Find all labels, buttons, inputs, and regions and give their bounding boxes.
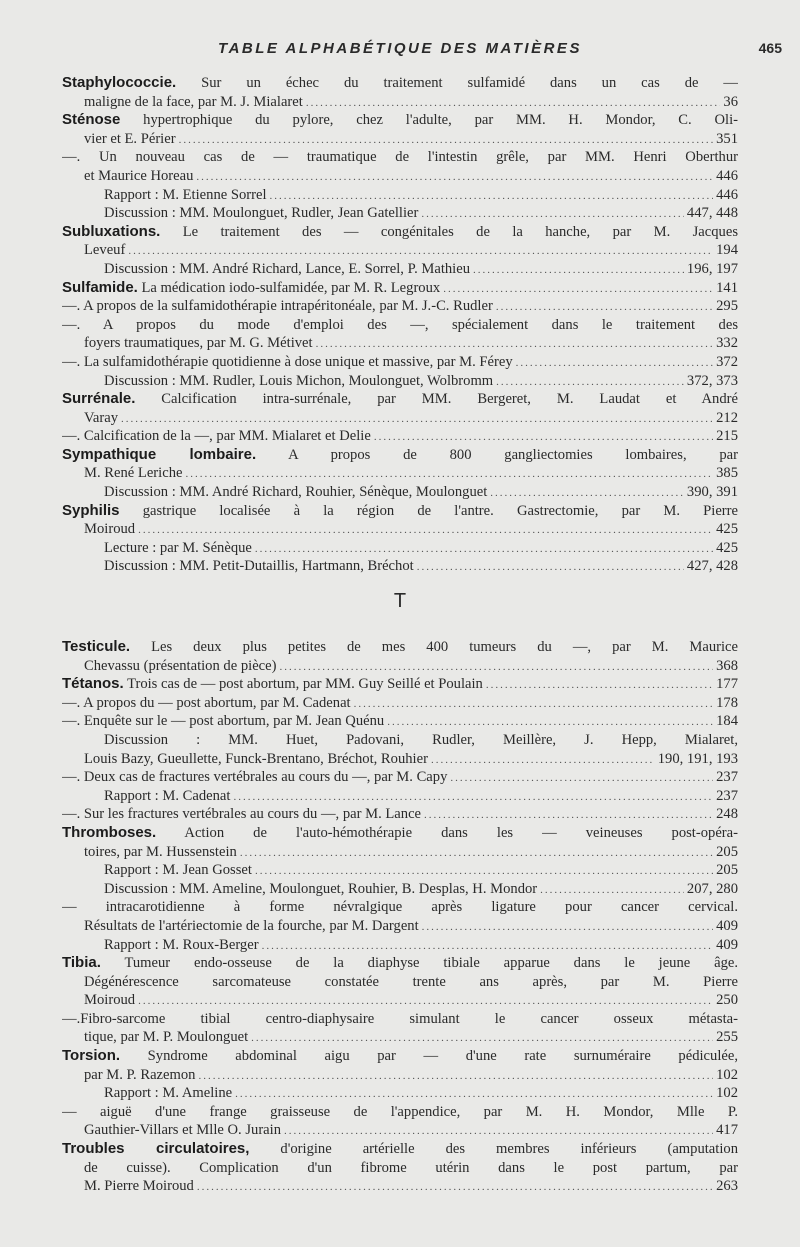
entry-body: de cuisse). Complication d'un fibrome utérin dans le post partum, par [84, 1159, 738, 1176]
entry-text [62, 148, 738, 167]
index-entry-line [62, 93, 738, 112]
entry-text [84, 1177, 194, 1196]
entry-text [104, 483, 487, 502]
index-entry-line [62, 223, 738, 242]
entry-body: Discussion : MM. André Richard, Rouhier, Sénèque, Moulonguet [104, 484, 488, 501]
index-entry-line [62, 297, 738, 316]
entry-text [62, 824, 738, 843]
dot-leader [374, 428, 713, 446]
entry-body: La médication iodo-sulfamidée, par M. R. Legroux [137, 279, 441, 296]
index-entry-line [62, 1010, 738, 1029]
page-reference: 409 [716, 936, 738, 953]
entry-body: —. A propos de la sulfamidothérapie intrapéritonéale, par M. J.-C. Rudler [62, 298, 493, 315]
entry-text [62, 1010, 738, 1029]
entry-body: Discussion : MM. Ameline, Moulonguet, Rouhier, B. Desplas, H. Mondor [104, 880, 538, 897]
entry-text [84, 973, 738, 992]
entry-text [62, 898, 738, 917]
entry-headword: Subluxations. [62, 222, 161, 240]
dot-leader [138, 992, 713, 1010]
dot-leader [490, 484, 684, 502]
entry-text [104, 861, 252, 880]
index-entry-line [62, 843, 738, 862]
page-reference: 205 [716, 862, 738, 879]
entry-text [62, 1140, 738, 1159]
entry-text [62, 1103, 738, 1122]
dot-leader [262, 937, 714, 955]
entry-body: M. René Leriche [84, 465, 183, 482]
entry-text [62, 1047, 738, 1066]
index-entry-line [62, 204, 738, 223]
running-title: TABLE ALPHABÉTIQUE DES MATIÈRES [218, 40, 582, 57]
index-entry-line [62, 954, 738, 973]
entry-text [84, 843, 237, 862]
index-entry-line [62, 148, 738, 167]
page-reference: 427, 428 [686, 558, 738, 575]
index-entry-line [62, 936, 738, 955]
entry-text [62, 675, 483, 694]
entry-text [104, 936, 259, 955]
dot-leader [540, 881, 684, 899]
entry-text [62, 74, 738, 93]
running-head [0, 40, 800, 60]
entry-body: — intracarotidienne à forme névralgique après ligature pour cancer cervical. [62, 899, 738, 916]
entry-text [62, 638, 738, 657]
entry-text [104, 204, 418, 223]
page-reference: 263 [716, 1178, 738, 1195]
entry-text [62, 279, 440, 298]
entry-body: par M. P. Razemon [84, 1066, 196, 1083]
entry-headword: Sulfamide. [62, 278, 138, 296]
entry-body: toires, par M. Hussenstein [84, 843, 237, 860]
page-reference: 141 [716, 279, 738, 296]
index-entry-line [62, 638, 738, 657]
entry-text [84, 334, 313, 353]
index-entry-line [62, 502, 738, 521]
entry-body: Moiroud [84, 521, 136, 538]
dot-leader [251, 1029, 713, 1047]
entry-body: et Maurice Horeau [84, 167, 194, 184]
index-entry-line [62, 694, 738, 713]
entry-body: Discussion : MM. Huet, Padovani, Rudler, Meillère, J. Hepp, Mialaret, [104, 731, 738, 748]
entry-body: d'origine artérielle des membres inférieurs (amputation [249, 1141, 738, 1158]
dot-leader [450, 769, 713, 787]
entry-body: Gauthier-Villars et Mlle O. Jurain [84, 1122, 282, 1139]
index-entry-line [62, 111, 738, 130]
index-entry-line [62, 805, 738, 824]
entry-text [104, 731, 738, 750]
index-entry-line [62, 74, 738, 93]
index-entry-line [62, 446, 738, 465]
index-entry-line [62, 464, 738, 483]
page-reference: 332 [716, 335, 738, 352]
entry-text [84, 1159, 738, 1178]
index-entry-line [62, 824, 738, 843]
entry-text [84, 93, 303, 112]
page-reference: 351 [716, 130, 738, 147]
dot-leader [255, 540, 713, 558]
index-entry-line [62, 898, 738, 917]
page-reference: 196, 197 [686, 260, 738, 277]
index-entry-line [62, 1066, 738, 1085]
dot-leader [496, 373, 684, 391]
index-entry-line [62, 279, 738, 298]
entry-body: —. A propos du mode d'emploi des —, spécialement dans le traitement des [62, 316, 738, 333]
entry-text [84, 657, 276, 676]
index-entry-line [62, 1047, 738, 1066]
index-entry-line [62, 260, 738, 279]
dot-leader [496, 298, 713, 316]
dot-leader [121, 410, 713, 428]
entry-body: —. Enquête sur le — post abortum, par M. Jean Quénu [62, 713, 385, 730]
index-entry-line [62, 657, 738, 676]
index-entry-line [62, 316, 738, 335]
page-reference: 446 [716, 167, 738, 184]
entry-body: —. A propos du — post abortum, par M. Cadenat [62, 694, 351, 711]
entry-text [62, 768, 447, 787]
entry-body: maligne de la face, par M. J. Mialaret [84, 93, 303, 110]
page-reference: 248 [716, 806, 738, 823]
entry-body: —. La sulfamidothérapie quotidienne à dose unique et massive, par M. Férey [62, 353, 513, 370]
entry-text [62, 805, 421, 824]
entry-body: — aiguë d'une frange graisseuse de l'appendice, par M. H. Mondor, Mlle P. [62, 1103, 738, 1120]
page-reference: 255 [716, 1029, 738, 1046]
dot-leader [198, 1067, 713, 1085]
index-entry-line [62, 241, 738, 260]
index-entry-line [62, 1103, 738, 1122]
dot-leader [306, 94, 721, 112]
page-number: 465 [758, 40, 782, 56]
index-entry-line [62, 557, 738, 576]
dot-leader [443, 280, 713, 298]
entry-headword: Syphilis [62, 501, 120, 519]
section-letter: T [393, 590, 407, 612]
index-entry-line [62, 1159, 738, 1178]
entry-headword: Sténose [62, 111, 121, 129]
index-entry-line [62, 520, 738, 539]
page-reference: 425 [716, 539, 738, 556]
entry-body: Discussion : MM. Rudler, Louis Michon, Moulonguet, Wolbromm [104, 372, 494, 389]
entry-headword: Surrénale. [62, 390, 136, 408]
page-reference: 190, 191, 193 [657, 750, 738, 767]
dot-leader [354, 695, 714, 713]
page-reference: 212 [716, 409, 738, 426]
index-entry-line [62, 750, 738, 769]
entry-text [104, 557, 414, 576]
dot-leader [417, 558, 684, 576]
entry-text [62, 694, 351, 713]
dot-leader [138, 521, 713, 539]
dot-leader [387, 713, 713, 731]
entry-headword: Sympathique lombaire. [62, 445, 257, 463]
page-reference: 178 [716, 694, 738, 711]
index-entry-line [62, 1121, 738, 1140]
entry-body: Leveuf [84, 242, 126, 259]
index-entry-line [62, 372, 738, 391]
entry-body: A propos de 800 gangliectomies lombaires, par [256, 446, 738, 463]
page-reference: 177 [716, 676, 738, 693]
entry-text [62, 390, 738, 409]
dot-leader [316, 335, 714, 353]
index-entry-line [62, 991, 738, 1010]
page-reference: 409 [716, 917, 738, 934]
dot-leader [128, 242, 713, 260]
entry-text [62, 353, 513, 372]
entry-text [104, 539, 252, 558]
page-reference: 205 [716, 843, 738, 860]
dot-leader [179, 131, 714, 149]
entry-body: Les deux plus petites de mes 400 tumeurs du —, par M. Maurice [130, 639, 738, 655]
page-reference: 102 [716, 1085, 738, 1102]
entry-text [104, 186, 267, 205]
entry-text [84, 917, 419, 936]
index-entry-line [62, 1177, 738, 1196]
page-reference: 215 [716, 428, 738, 445]
entry-body: hypertrophique du pylore, chez l'adulte, par MM. H. Mondor, C. Oli- [120, 112, 738, 129]
entry-body: foyers traumatiques, par M. G. Métivet [84, 335, 313, 352]
entry-body: Dégénérescence sarcomateuse constatée trente ans après, par M. Pierre [84, 973, 738, 990]
page-reference: 425 [716, 521, 738, 538]
dot-leader [233, 788, 713, 806]
entry-body: Rapport : M. Cadenat [104, 787, 231, 804]
entry-body: Discussion : MM. Moulonguet, Rudler, Jean Gatellier [104, 205, 419, 222]
entry-body: Discussion : MM. Petit-Dutaillis, Hartmann, Bréchot [104, 558, 414, 575]
entry-body: Moiroud [84, 992, 136, 1009]
index-entry-line [62, 787, 738, 806]
entry-text [104, 787, 230, 806]
dot-leader [255, 862, 713, 880]
entry-body: —.Fibro-sarcome tibial centro-diaphysaire simulant le cancer osseux métasta- [62, 1010, 738, 1027]
index-entry-line [62, 334, 738, 353]
entry-text [62, 111, 738, 130]
entry-text [104, 880, 537, 899]
entry-body: Rapport : M. Jean Gosset [104, 862, 252, 879]
entry-body: vier et E. Périer [84, 130, 176, 147]
entry-headword: Thromboses. [62, 823, 157, 841]
entry-body: Trois cas de — post abortum, par MM. Guy Seillé et Poulain [123, 676, 483, 693]
dot-leader [421, 205, 684, 223]
entry-text [84, 409, 118, 428]
page-reference: 372, 373 [686, 372, 738, 389]
index-entry-line [62, 409, 738, 428]
page-reference: 385 [716, 465, 738, 482]
dot-leader [279, 658, 713, 676]
entry-headword: Troubles circulatoires, [62, 1140, 250, 1158]
page-reference: 237 [716, 787, 738, 804]
entry-text [84, 241, 125, 260]
entry-text [84, 520, 135, 539]
entry-text [84, 991, 135, 1010]
dot-leader [422, 918, 713, 936]
page-reference: 237 [716, 769, 738, 786]
index-entry-line [62, 1028, 738, 1047]
index-entry-line [62, 880, 738, 899]
page-reference: 194 [716, 242, 738, 259]
dot-leader [270, 187, 714, 205]
index-entry-line [62, 973, 738, 992]
dot-leader [473, 261, 684, 279]
entry-text [62, 446, 738, 465]
entry-body: Rapport : M. Ameline [104, 1085, 233, 1102]
entry-text [84, 464, 182, 483]
entry-body: —. Calcification de la —, par MM. Mialaret et Delie [62, 428, 371, 445]
entry-text [62, 223, 738, 242]
dot-leader [516, 354, 713, 372]
entry-text [62, 954, 738, 973]
entry-headword: Staphylococcie. [62, 74, 177, 91]
entry-body: Chevassu (présentation de pièce) [84, 657, 277, 674]
page-reference: 207, 280 [686, 880, 738, 897]
dot-leader [240, 844, 713, 862]
index-entry-line [62, 768, 738, 787]
entry-body: Tumeur endo-osseuse de la diaphyse tibiale apparue dans le jeune âge. [100, 955, 738, 972]
entry-text [84, 130, 176, 149]
page-reference: 368 [716, 657, 738, 674]
index-entry-line [62, 483, 738, 502]
page-reference: 36 [723, 93, 738, 110]
entry-body: Lecture : par M. Sénèque [104, 539, 252, 556]
index-entry-line [62, 861, 738, 880]
dot-leader [486, 676, 713, 694]
dot-leader [431, 751, 655, 769]
page-reference: 446 [716, 186, 738, 203]
entry-body: —. Sur les fractures vertébrales au cours du —, par M. Lance [62, 806, 422, 823]
dot-leader [235, 1085, 713, 1103]
entry-text [84, 1028, 248, 1047]
dot-leader [284, 1122, 713, 1140]
index-entry-line [62, 427, 738, 446]
index-entry-line [62, 167, 738, 186]
index-entry-line [62, 353, 738, 372]
page-reference: 250 [716, 992, 738, 1009]
entry-text [84, 1066, 195, 1085]
index-entry-line [62, 186, 738, 205]
entry-text [104, 1084, 232, 1103]
index-entry-line [62, 539, 738, 558]
dot-leader [185, 465, 713, 483]
entry-headword: Tibia. [62, 954, 101, 972]
entry-text [104, 372, 493, 391]
entry-body: Louis Bazy, Gueullette, Funck-Brentano, Bréchot, Rouhier [84, 750, 428, 767]
entry-body: —. Un nouveau cas de — traumatique de l'intestin grêle, par MM. Henri Oberthur [62, 149, 738, 166]
entry-text [62, 712, 384, 731]
entry-text [62, 316, 738, 335]
entry-text [104, 260, 470, 279]
entry-text [62, 297, 493, 316]
entry-body: M. Pierre Moiroud [84, 1178, 194, 1195]
index-entry-line [62, 1140, 738, 1159]
entry-body: Syndrome abdominal aigu par — d'une rate surnuméraire pédiculée, [120, 1048, 738, 1065]
entry-body: tique, par M. P. Moulonguet [84, 1029, 249, 1046]
entry-body: Action de l'auto-hémothérapie dans les — veineuses post-opéra- [156, 824, 738, 841]
page-reference: 102 [716, 1066, 738, 1083]
index-entry-line [62, 1084, 738, 1103]
entry-body: —. Deux cas de fractures vertébrales au cours du —, par M. Capy [62, 769, 448, 786]
entry-body: Résultats de l'artériectomie de la fourche, par M. Dargent [84, 917, 419, 934]
index-entry-line [62, 130, 738, 149]
entry-body: Le traitement des — congénitales de la hanche, par M. Jacques [160, 223, 738, 240]
entry-body: Varay [84, 409, 119, 426]
page-reference: 390, 391 [686, 484, 738, 501]
entry-headword: Tétanos. [62, 675, 124, 693]
entry-text [84, 167, 193, 186]
dot-leader [197, 1178, 713, 1196]
entry-text [84, 1121, 281, 1140]
page-reference: 295 [716, 298, 738, 315]
entry-text [62, 427, 371, 446]
entry-body: Sur un échec du traitement sulfamidé dans un cas de — [176, 75, 738, 91]
entry-body: Calcification intra-surrénale, par MM. Bergeret, M. Laudat et André [135, 391, 738, 408]
dot-leader [424, 806, 713, 824]
entry-body: gastrique localisée à la région de l'antre. Gastrectomie, par M. Pierre [119, 502, 738, 519]
page-reference: 184 [716, 713, 738, 730]
entry-headword: Torsion. [62, 1047, 121, 1065]
index-section-t [62, 638, 738, 1196]
entry-body: Rapport : M. Roux-Berger [104, 936, 259, 953]
entry-text [62, 502, 738, 521]
entry-body: Discussion : MM. André Richard, Lance, E. Sorrel, P. Mathieu [104, 260, 471, 277]
entry-body: Rapport : M. Etienne Sorrel [104, 186, 267, 203]
index-entry-line [62, 675, 738, 694]
index-entry-line [62, 917, 738, 936]
entry-text [84, 750, 428, 769]
dot-leader [196, 168, 713, 186]
entry-headword: Testicule. [62, 638, 131, 655]
index-entry-line [62, 712, 738, 731]
page-reference: 417 [716, 1122, 738, 1139]
page-reference: 447, 448 [686, 205, 738, 222]
index-entry-line [62, 731, 738, 750]
index-section-s [62, 74, 738, 576]
index-entry-line [62, 390, 738, 409]
page-reference: 372 [716, 353, 738, 370]
